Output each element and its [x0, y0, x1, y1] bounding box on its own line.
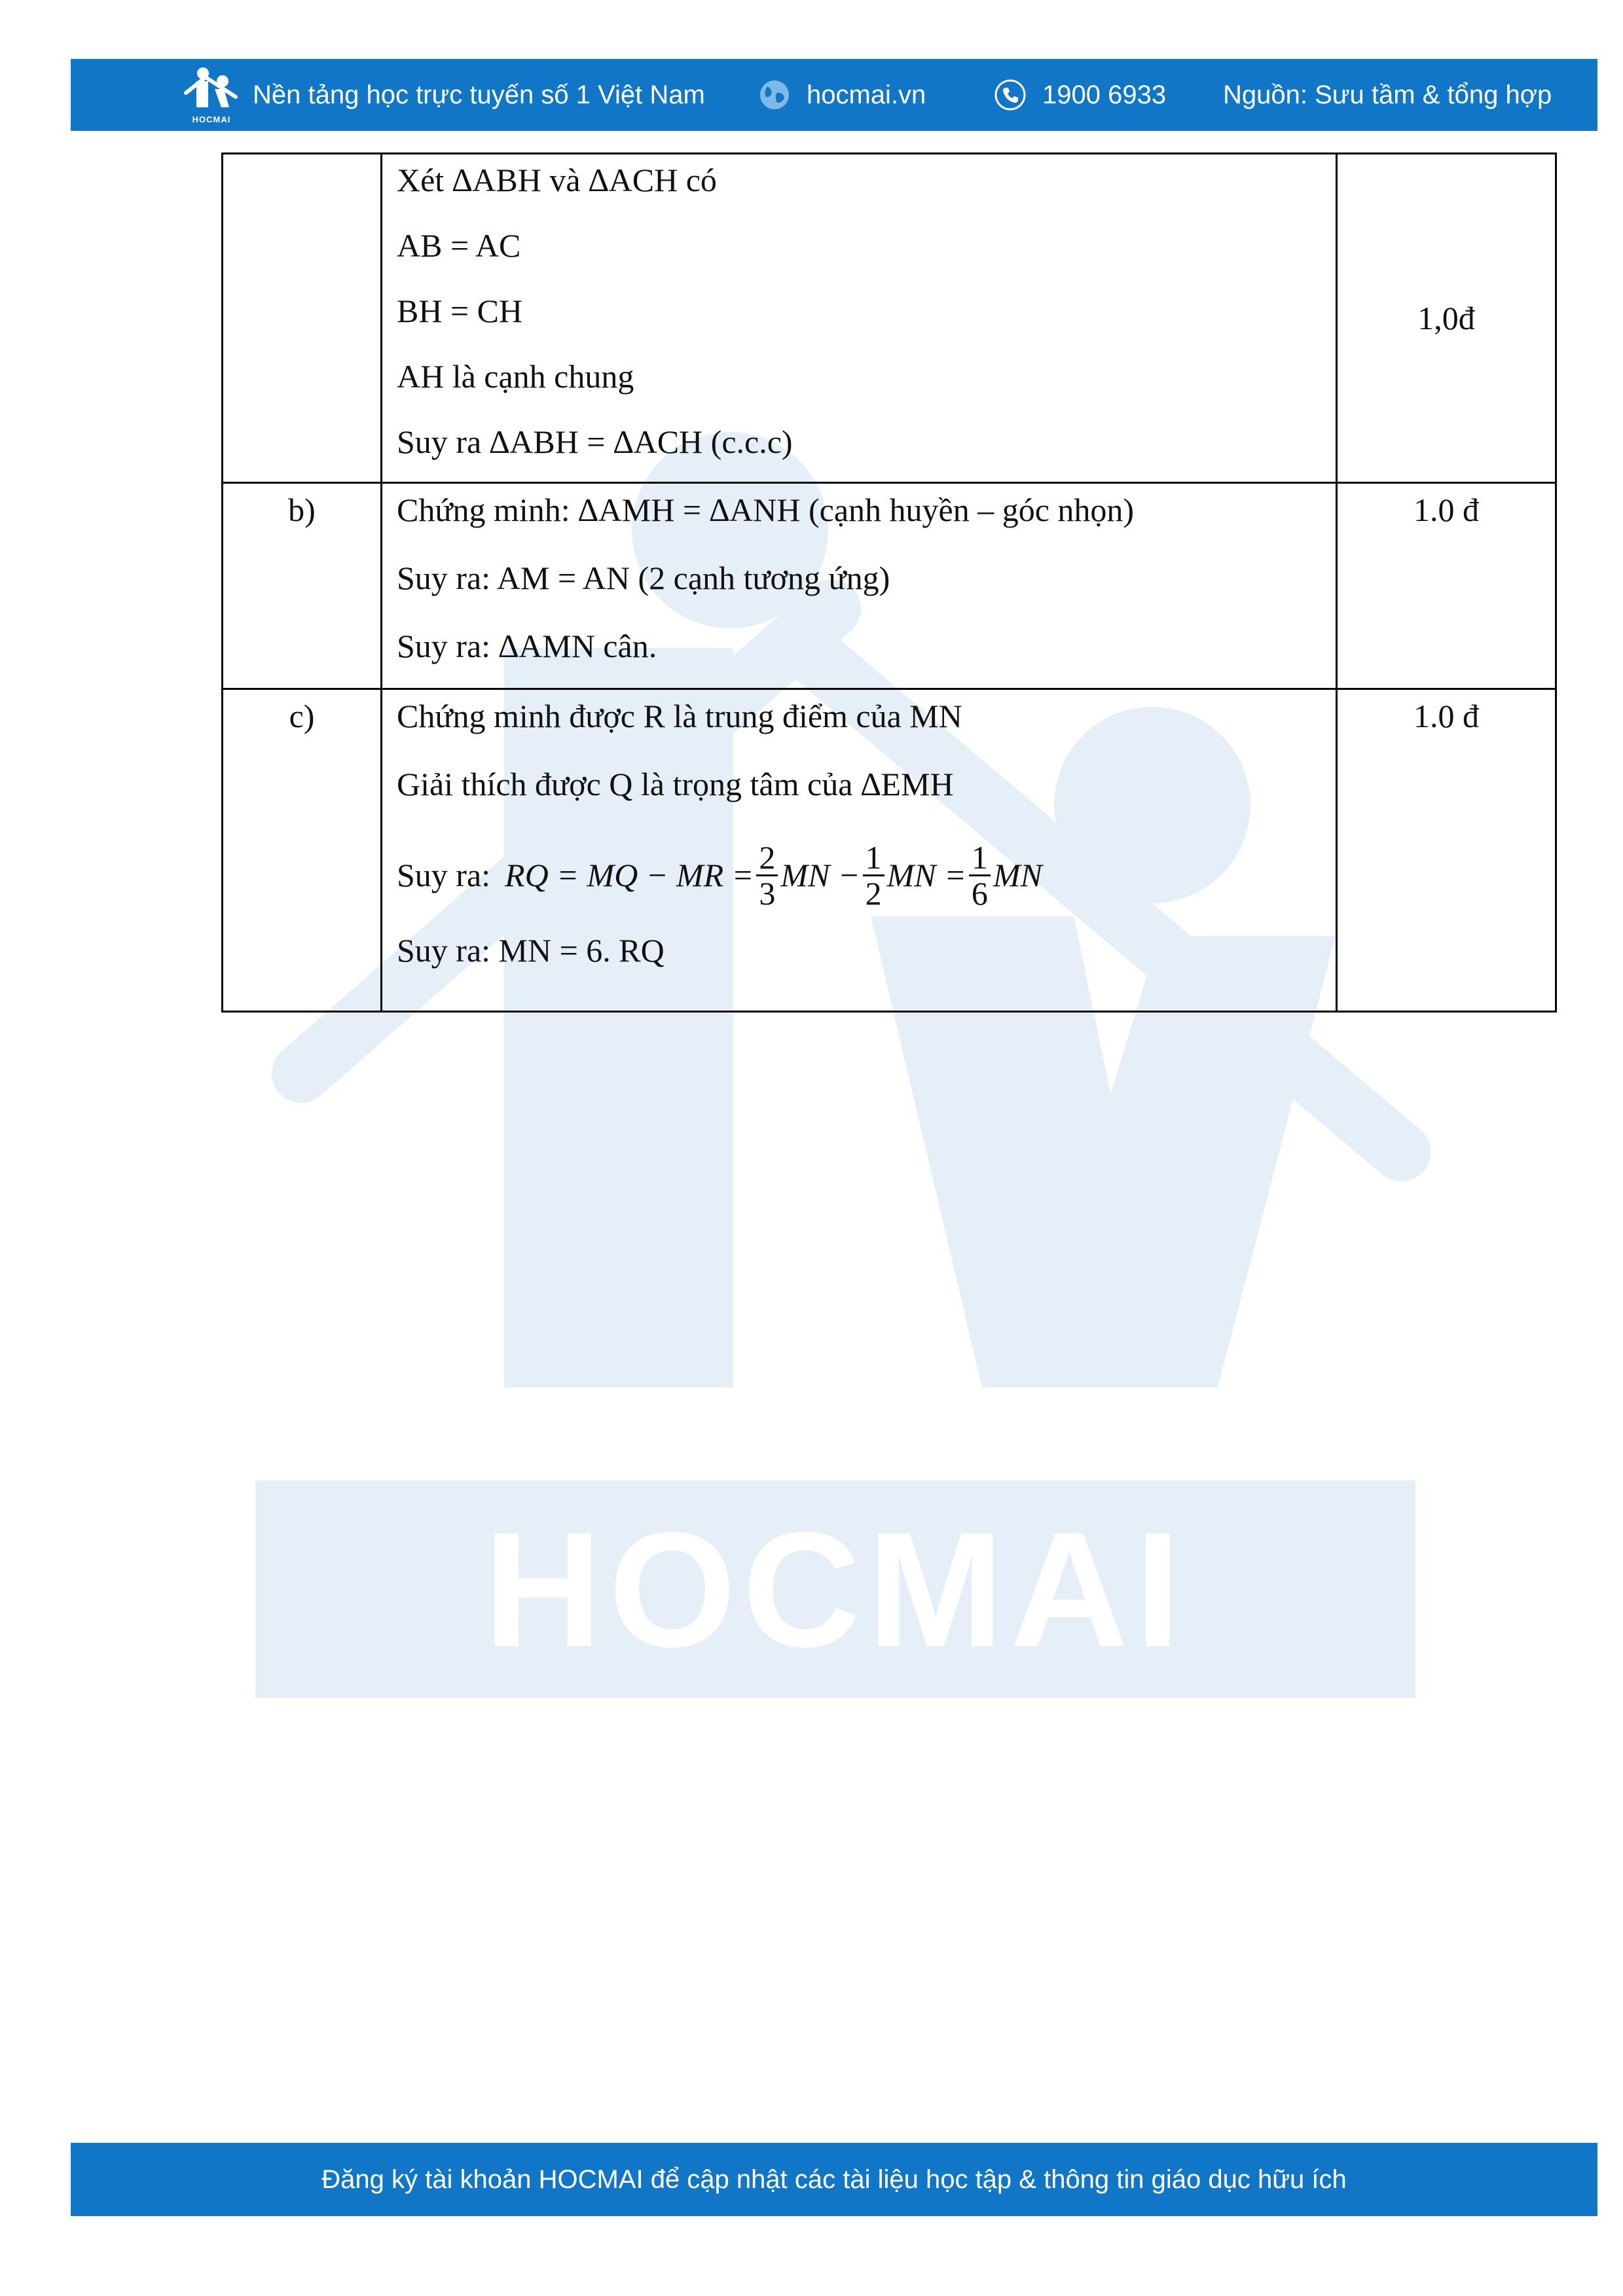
fraction: [969, 840, 991, 910]
fraction-denominator: 2: [865, 874, 882, 912]
fraction-numerator: 2: [756, 840, 778, 876]
content-line: Xét ∆ABH và ∆ACH có: [397, 162, 717, 198]
row-content: [382, 689, 1337, 1012]
table-row: [223, 689, 1556, 1012]
website-text: hocmai.vn: [807, 80, 926, 109]
fraction-numerator: 1: [863, 840, 884, 876]
content-line: Suy ra ∆ABH = ∆ACH (c.c.c): [397, 423, 793, 460]
top-banner: [71, 59, 1597, 131]
hocmai-logo[interactable]: [183, 67, 240, 124]
table-row: [223, 154, 1556, 483]
content-line: Giải thích được Q là trọng tâm của ∆EMH: [397, 766, 954, 802]
row-label: c): [223, 689, 382, 1012]
row-score: 1.0 đ: [1337, 689, 1556, 1012]
header-source: Nguồn: Sưu tầm & tổng hợp: [1223, 80, 1552, 109]
row-content: [382, 154, 1337, 483]
content-line: Suy ra: AM = AN (2 cạnh tương ứng): [397, 560, 890, 596]
phone-text: 1900 6933: [1042, 80, 1167, 109]
answer-table: [221, 152, 1557, 1013]
fraction-denominator: 6: [971, 874, 988, 912]
watermark-text: [255, 1480, 1415, 1698]
fraction: [863, 840, 884, 910]
fraction-numerator: 1: [969, 840, 991, 876]
formula-lhs: RQ = MQ − MR =: [505, 857, 754, 893]
fraction: [756, 840, 778, 910]
row-label: b): [223, 483, 382, 689]
logo-caption: HOCMAI: [192, 115, 231, 124]
formula-line: [397, 826, 1336, 924]
footer-banner[interactable]: [71, 2143, 1597, 2216]
formula-term: MN −: [780, 857, 860, 893]
header-tagline: Nền tảng học trực tuyến số 1 Việt Nam: [253, 80, 705, 109]
header-website-link[interactable]: [758, 59, 926, 131]
row-content: [382, 483, 1337, 689]
logo-icon: [183, 67, 240, 109]
content-line: Chứng minh được R là trung điểm của MN: [397, 698, 962, 734]
content-line: Suy ra: ∆AMN cân.: [397, 628, 657, 664]
fraction-denominator: 3: [759, 874, 776, 912]
content-line: Suy ra: MN = 6. RQ: [397, 932, 665, 969]
footer-text: Đăng ký tài khoản HOCMAI để cập nhật các tài liệu học tập & thông tin giáo dục hữu ích: [321, 2164, 1347, 2194]
table-row: [223, 483, 1556, 689]
content-line: BH = CH: [397, 293, 523, 329]
formula-prefix: Suy ra:: [397, 857, 491, 893]
content-line: Chứng minh: ∆AMH = ∆ANH (cạnh huyền – góc nhọn): [397, 492, 1135, 528]
row-label: [223, 154, 382, 483]
formula-term: MN: [993, 857, 1042, 893]
row-score: 1,0đ: [1337, 154, 1556, 483]
phone-icon: [994, 79, 1027, 111]
header-phone-link[interactable]: [994, 59, 1166, 131]
formula-term: MN =: [886, 857, 966, 893]
globe-icon: [758, 79, 791, 111]
content-line: AB = AC: [397, 227, 521, 264]
row-score: 1.0 đ: [1337, 483, 1556, 689]
watermark-letters: HOCMAI: [484, 1498, 1187, 1681]
content-line: AH là cạnh chung: [397, 358, 634, 395]
